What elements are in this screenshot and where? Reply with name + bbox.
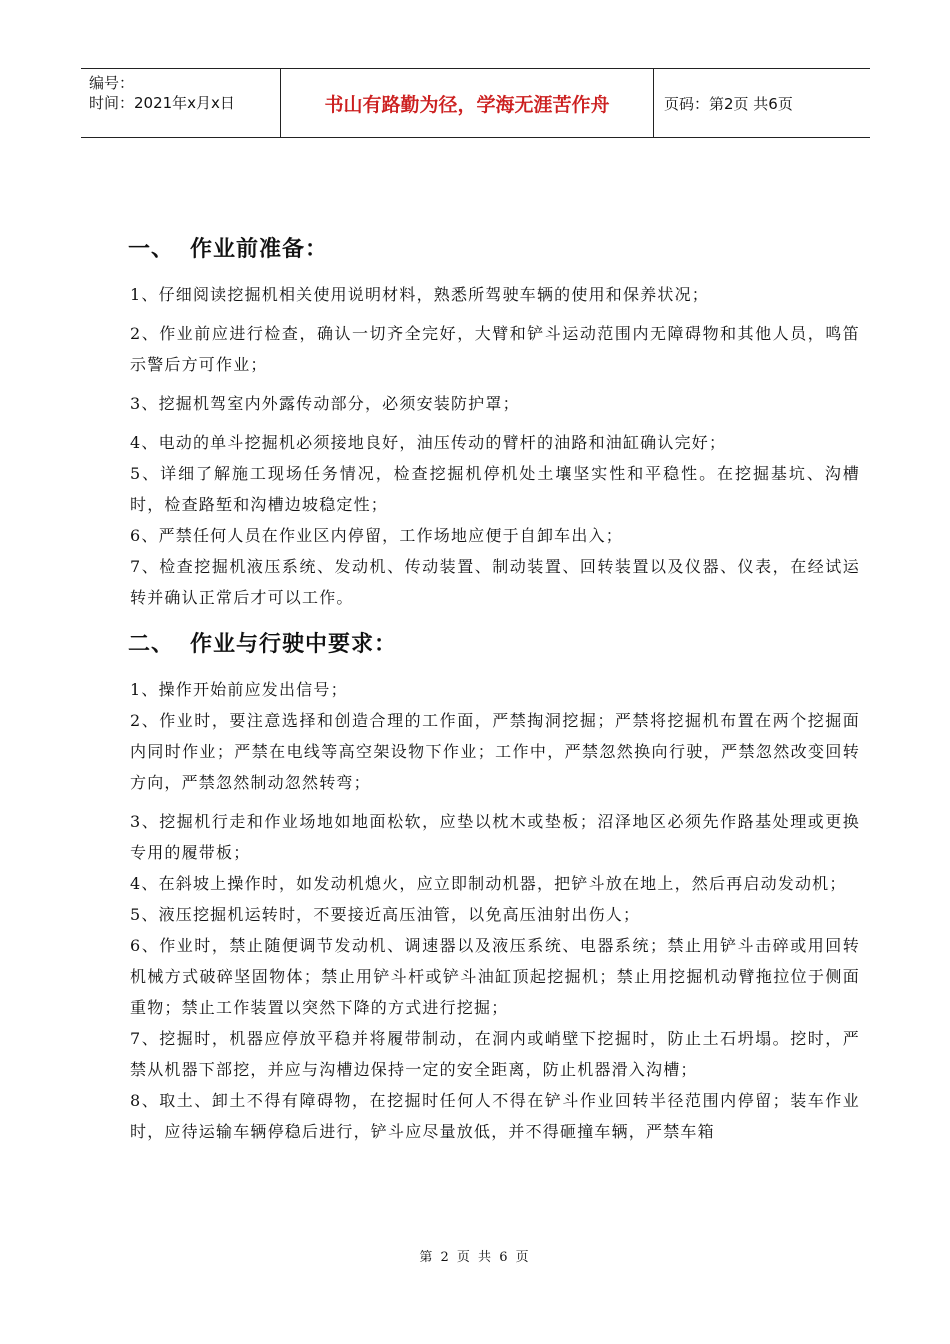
list-item: 5、详细了解施工现场任务情况，检查挖掘机停机处土壤坚实性和平稳性。在挖掘基坑、沟槽时，检查路堑和沟槽边坡稳定性； [130, 464, 860, 514]
code-label: 编号： [89, 74, 135, 92]
section-number: 一、 [128, 237, 175, 262]
header-page-cell [654, 69, 870, 137]
date-label: 时间：2021年x月x日 [89, 94, 235, 112]
list-item: 7、挖掘时，机器应停放平稳并将履带制动，在洞内或峭壁下挖掘时，防止土石坍塌。挖时，严禁从机器下部挖，并应与沟槽边保持一定的安全距离，防止机器滑入沟槽； [130, 1029, 860, 1079]
section-title: 作业前准备： [190, 237, 329, 262]
section-heading [128, 232, 860, 263]
list-item: 4、在斜坡上操作时，如发动机熄火，应立即制动机器，把铲斗放在地上，然后再启动发动机； [130, 874, 847, 893]
list-item: 7、检查挖掘机液压系统、发动机、传动装置、制动装置、回转装置以及仪器、仪表，在经试运转并确认正常后才可以工作。 [130, 557, 860, 607]
list-item: 8、取土、卸土不得有障碍物，在挖掘时任何人不得在铲斗作业回转半径范围内停留；装车作业时，应待运输车辆停稳后进行，铲斗应尽量放低，并不得砸撞车辆，严禁车箱 [130, 1091, 860, 1141]
list-item: 2、作业前应进行检查，确认一切齐全完好，大臂和铲斗运动范围内无障碍物和其他人员，鸣笛示警后方可作业； [130, 324, 860, 374]
document-body [130, 232, 860, 1147]
list-item: 5、液压挖掘机运转时，不要接近高压油管，以免高压油射出伤人； [130, 905, 641, 924]
list-item: 2、作业时，要注意选择和创造合理的工作面，严禁掏洞挖掘；严禁将挖掘机布置在两个挖掘面内同时作业；严禁在电线等高空架设物下作业；工作中，严禁忽然换向行驶，严禁忽然改变回转方向，严禁忽然制动忽然转弯； [130, 711, 860, 792]
document-header [81, 68, 870, 138]
page-footer [0, 1246, 950, 1265]
motto-text: 书山有路勤为径，学海无涯苦作舟 [324, 93, 610, 116]
section-title: 作业与行驶中要求： [190, 632, 398, 657]
footer-page-number: 第 2 页 共 6 页 [419, 1250, 531, 1265]
list-item: 3、挖掘机驾室内外露传动部分，必须安装防护罩； [130, 394, 520, 413]
list-item: 3、挖掘机行走和作业场地如地面松软，应垫以枕木或垫板；沼泽地区必须先作路基处理或更换专用的履带板； [130, 812, 860, 862]
section-number: 二、 [128, 632, 175, 657]
header-motto-cell [281, 69, 654, 137]
list-item: 1、仔细阅读挖掘机相关使用说明材料，熟悉所驾驶车辆的使用和保养状况； [130, 285, 709, 304]
list-item: 6、严禁任何人员在作业区内停留，工作场地应便于自卸车出入； [130, 526, 623, 545]
page-info: 页码：第2页 共6页 [664, 94, 793, 113]
list-item: 4、电动的单斗挖掘机必须接地良好，油压传动的臂杆的油路和油缸确认完好； [130, 433, 727, 452]
section-spacer [130, 613, 860, 627]
list-item: 6、作业时，禁止随便调节发动机、调速器以及液压系统、电器系统；禁止用铲斗击碎或用回转机械方式破碎坚固物体；禁止用铲斗杆或铲斗油缸顶起挖掘机；禁止用挖掘机动臂拖拉位于侧面重物；禁止工作装置以突然下降的方式进行挖掘； [130, 936, 860, 1017]
header-meta-cell [81, 69, 281, 137]
list-item: 1、操作开始前应发出信号； [130, 680, 348, 699]
section-heading [128, 627, 860, 658]
